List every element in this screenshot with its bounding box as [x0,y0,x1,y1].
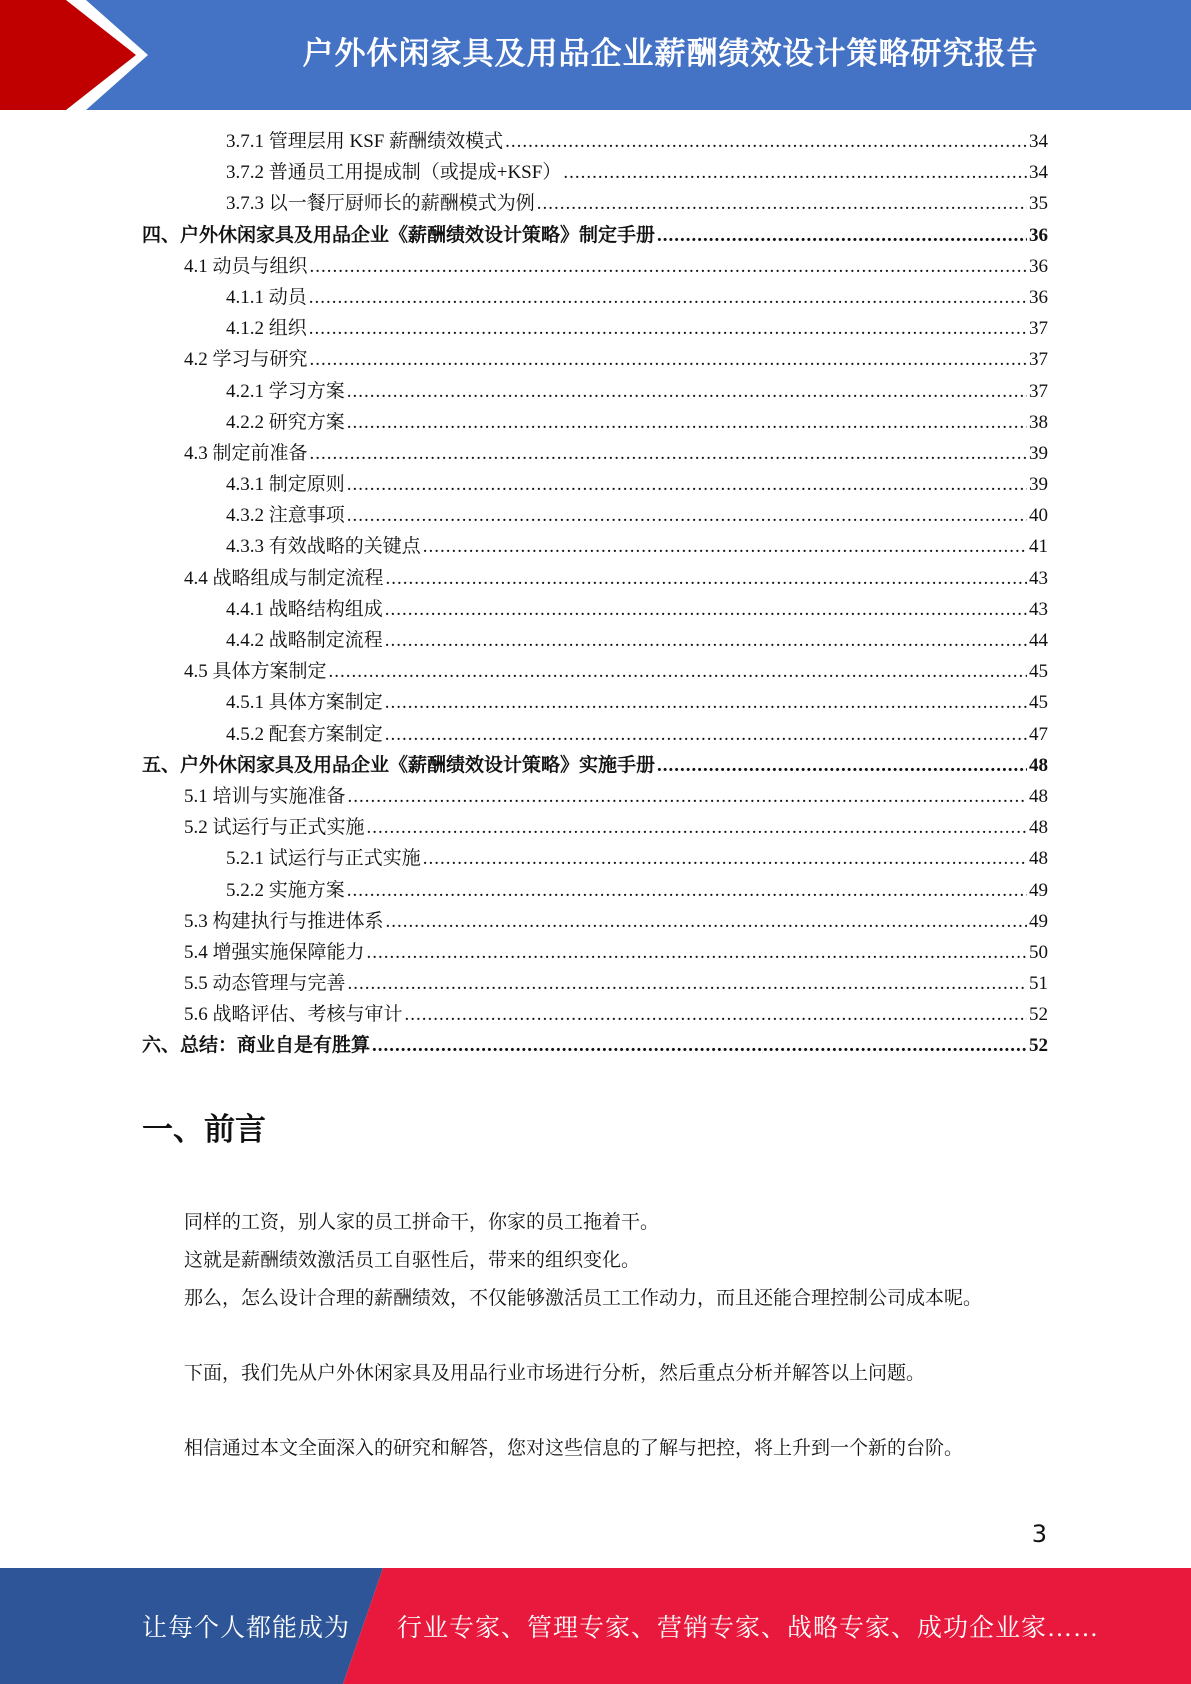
toc-leader-dots [347,469,1027,500]
toc-entry-label: 4.4.1 战略结构组成 [226,598,383,620]
toc-leader-dots [347,875,1027,906]
toc-entry-label: 5.4 增强实施保障能力 [184,941,365,963]
toc-leader-dots [309,282,1027,313]
toc-entry-page: 41 [1029,536,1048,558]
toc-entry[interactable] [142,968,1048,999]
toc-entry-page: 40 [1029,505,1048,527]
toc-entry[interactable] [142,719,1048,750]
toc-entry[interactable] [142,220,1048,251]
toc-entry-page: 52 [1029,1004,1048,1026]
toc-entry-page: 43 [1029,598,1048,620]
toc-entry-label: 4.2.2 研究方案 [226,411,345,433]
toc-entry[interactable] [142,344,1048,375]
toc-entry[interactable] [142,937,1048,968]
toc-entry-label: 4.4 战略组成与制定流程 [184,567,384,589]
toc-entry[interactable] [142,843,1048,874]
toc-entry-page: 48 [1029,817,1048,839]
toc-entry-label: 5.6 战略评估、考核与审计 [184,1004,403,1026]
toc-entry-page: 51 [1029,973,1048,995]
toc-entry-label: 4.1.2 组织 [226,318,307,340]
toc-entry-page: 37 [1029,318,1048,340]
toc-entry-page: 36 [1029,224,1048,246]
toc-leader-dots [367,812,1027,843]
toc-leader-dots [329,656,1027,687]
toc-leader-dots [423,531,1027,562]
toc-entry[interactable] [142,875,1048,906]
toc-entry-page: 44 [1029,630,1048,651]
toc-entry-label: 4.5.1 具体方案制定 [226,692,383,714]
toc-leader-dots [386,563,1027,594]
toc-entry[interactable] [142,469,1048,500]
toc-entry-page: 34 [1029,162,1048,184]
toc-entry-label: 5.5 动态管理与完善 [184,973,346,995]
paragraph: 这就是薪酬绩效激活员工自驱性后，带来的组织变化。 [184,1250,641,1271]
toc-entry-label: 5.2 试运行与正式实施 [184,817,365,839]
toc-entry-page: 43 [1029,567,1048,589]
toc-leader-dots [385,625,1027,656]
toc-entry-page: 45 [1029,661,1048,683]
toc-leader-dots [563,157,1027,188]
preface-body [142,1204,1028,1468]
toc-entry-label: 4.2.1 学习方案 [226,380,345,402]
toc-entry[interactable] [142,282,1048,313]
toc-entry-page: 39 [1029,442,1048,464]
toc-entry[interactable] [142,687,1048,718]
toc-entry-label: 4.3.3 有效战略的关键点 [226,536,421,558]
toc-entry-label: 4.4.2 战略制定流程 [226,630,383,651]
toc-entry-label: 4.1.1 动员 [226,286,307,308]
toc-entry[interactable] [142,594,1048,625]
toc-entry-label: 3.7.1 管理层用 KSF 薪酬绩效模式 [226,131,504,152]
footer-slogan-left: 让每个人都能成为 [142,1615,351,1642]
toc-entry-page: 38 [1029,411,1048,433]
toc-entry-page: 45 [1029,692,1048,714]
report-title: 户外休闲家具及用品企业薪酬绩效设计策略研究报告 [302,35,1039,72]
toc-leader-dots [385,594,1027,625]
toc-leader-dots [657,220,1027,251]
toc-entry-page: 39 [1029,474,1048,496]
toc-entry-page: 37 [1029,380,1048,402]
toc-entry[interactable] [142,438,1048,469]
toc-leader-dots [348,968,1027,999]
toc-entry-label: 3.7.2 普通员工用提成制（或提成+KSF） [226,162,562,184]
toc-leader-dots [310,438,1027,469]
toc-entry[interactable] [142,531,1048,562]
toc-leader-dots [310,251,1027,282]
toc-entry[interactable] [142,999,1048,1030]
toc-entry[interactable] [142,157,1048,188]
toc-entry[interactable] [142,313,1048,344]
toc-entry-label: 六、总结：商业自是有胜算 [142,1035,371,1057]
toc-entry[interactable] [142,781,1048,812]
toc-leader-dots [347,376,1027,407]
toc-entry[interactable] [142,126,1048,157]
toc-leader-dots [385,687,1027,718]
toc-leader-dots [657,750,1027,781]
toc-entry[interactable] [142,812,1048,843]
paragraph: 下面，我们先从户外休闲家具及用品行业市场进行分析，然后重点分析并解答以上问题。 [184,1363,926,1384]
toc-entry-label: 5.2.1 试运行与正式实施 [226,848,421,870]
toc-leader-dots [310,344,1027,375]
paragraph: 那么，怎么设计合理的薪酬绩效，不仅能够激活员工工作动力，而且还能合理控制公司成本呢。 [184,1288,983,1309]
toc-entry[interactable] [142,563,1048,594]
toc-entry-label: 4.3 制定前准备 [184,442,308,464]
toc-leader-dots [347,500,1027,531]
toc-leader-dots [423,843,1027,874]
footer-slogan-right: 行业专家、管理专家、营销专家、战略专家、成功企业家…… [397,1615,1100,1642]
paragraph: 相信通过本文全面深入的研究和解答，您对这些信息的了解与把控，将上升到一个新的台阶。 [184,1438,964,1459]
toc-entry[interactable] [142,376,1048,407]
toc-leader-dots [405,999,1027,1030]
toc-leader-dots [348,781,1027,812]
toc-entry-label: 4.3.2 注意事项 [226,505,345,527]
paragraph: 同样的工资，别人家的员工拼命干，你家的员工拖着干。 [184,1212,660,1233]
toc-leader-dots [537,188,1027,219]
toc-entry-label: 5.3 构建执行与推进体系 [184,910,384,932]
toc-entry-page: 36 [1029,255,1048,277]
toc-entry[interactable] [142,625,1048,656]
toc-leader-dots [386,906,1027,937]
toc-entry-label: 五、户外休闲家具及用品企业《薪酬绩效设计策略》实施手册 [142,754,656,776]
toc-entry-label: 四、户外休闲家具及用品企业《薪酬绩效设计策略》制定手册 [142,224,656,246]
toc-leader-dots [347,407,1027,438]
toc-entry-page: 50 [1029,941,1048,963]
toc-entry[interactable] [142,906,1048,937]
toc-entry-page: 48 [1029,754,1048,776]
page-header [0,0,1191,110]
table-of-contents [142,126,1048,1062]
toc-entry-label: 3.7.3 以一餐厅厨师长的薪酬模式为例 [226,193,535,215]
toc-entry[interactable] [142,188,1048,219]
toc-entry[interactable] [142,251,1048,282]
toc-entry-page: 49 [1029,879,1048,901]
toc-entry-page: 36 [1029,286,1048,308]
toc-entry-page: 35 [1029,193,1048,215]
toc-entry[interactable] [142,656,1048,687]
toc-leader-dots [372,1030,1027,1061]
toc-entry[interactable] [142,500,1048,531]
toc-leader-dots [385,719,1027,750]
toc-entry[interactable] [142,1030,1048,1061]
toc-entry[interactable] [142,407,1048,438]
toc-leader-dots [367,937,1027,968]
toc-entry-page: 48 [1029,848,1048,870]
toc-entry-label: 4.1 动员与组织 [184,255,308,277]
toc-entry-label: 5.2.2 实施方案 [226,879,345,901]
toc-entry-page: 49 [1029,910,1048,932]
toc-entry-page: 37 [1029,349,1048,371]
toc-entry-label: 4.2 学习与研究 [184,349,308,371]
toc-entry-page: 34 [1029,131,1048,152]
page-footer [0,1568,1191,1684]
page-number: 3 [1031,1520,1047,1548]
toc-leader-dots [309,313,1027,344]
toc-leader-dots [505,126,1027,157]
toc-entry[interactable] [142,750,1048,781]
toc-entry-label: 4.5 具体方案制定 [184,661,327,683]
toc-entry-page: 48 [1029,785,1048,807]
toc-entry-label: 4.5.2 配套方案制定 [226,723,383,745]
section-heading: 一、前言 [142,1112,266,1148]
toc-entry-label: 5.1 培训与实施准备 [184,785,346,807]
toc-entry-label: 4.3.1 制定原则 [226,474,345,496]
toc-entry-page: 47 [1029,723,1048,745]
toc-entry-page: 52 [1029,1035,1048,1057]
